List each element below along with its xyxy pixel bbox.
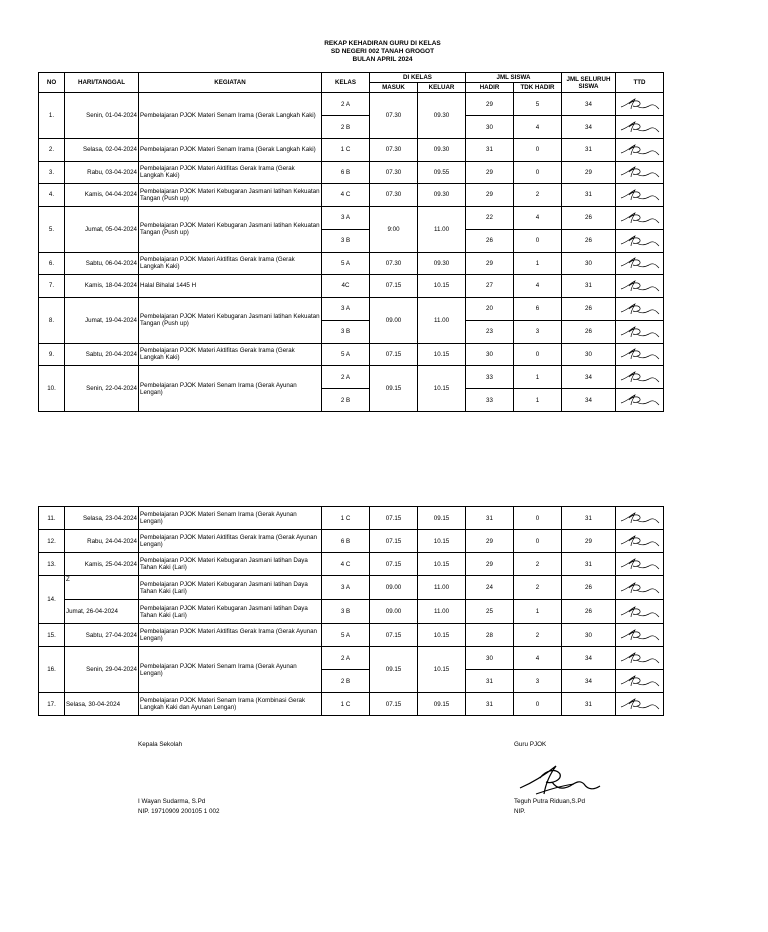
row-total: 29 bbox=[562, 161, 616, 184]
title-line-3: BULAN APRIL 2024 bbox=[352, 56, 413, 63]
signature-icon bbox=[619, 393, 661, 407]
table-row bbox=[39, 252, 664, 275]
row-absent: 3 bbox=[514, 670, 562, 693]
signature-icon bbox=[619, 279, 661, 293]
signature-cell bbox=[616, 275, 664, 298]
table-row bbox=[39, 297, 664, 320]
row-time-out: 10.15 bbox=[418, 366, 466, 412]
row-present: 29 bbox=[466, 93, 514, 116]
row-time-out: 09.30 bbox=[418, 139, 466, 162]
row-number: 7. bbox=[39, 275, 65, 298]
row-activity: Pembelajaran PJOK Materi Senam Irama (Gerak Ayunan Lengan) bbox=[139, 647, 322, 693]
row-number: 11. bbox=[39, 507, 65, 530]
row-date: Selasa, 02-04-2024 bbox=[65, 139, 139, 162]
row-absent: 0 bbox=[514, 139, 562, 162]
row-date: Selasa, 23-04-2024 bbox=[65, 507, 139, 530]
row-time-out: 09.30 bbox=[418, 252, 466, 275]
signature-cell bbox=[616, 624, 664, 647]
row-time-in: 07.30 bbox=[370, 184, 418, 207]
row-total: 34 bbox=[562, 93, 616, 116]
row-time-in: 9:00 bbox=[370, 206, 418, 252]
row-total: 29 bbox=[562, 530, 616, 553]
row-absent: 2 bbox=[514, 624, 562, 647]
row-date: Sabtu, 27-04-2024 bbox=[65, 624, 139, 647]
row-number: 14. bbox=[39, 576, 65, 624]
row-absent: 0 bbox=[514, 507, 562, 530]
row-time-out: 10.15 bbox=[418, 624, 466, 647]
row-activity: Pembelajaran PJOK Materi Senam Irama (Gerak Langkah Kaki) bbox=[139, 139, 322, 162]
row-activity: Pembelajaran PJOK Materi Kebugaran Jasmani latihan Daya Tahan Kaki (Lari) bbox=[139, 576, 322, 600]
row-absent: 2 bbox=[514, 576, 562, 600]
row-class: 4 C bbox=[322, 553, 370, 576]
row-date: Kamis, 04-04-2024 bbox=[65, 184, 139, 207]
signature-icon bbox=[619, 605, 661, 619]
signature-cell bbox=[616, 553, 664, 576]
row-class: 2 B bbox=[322, 389, 370, 412]
row-time-in: 07.30 bbox=[370, 161, 418, 184]
signature-cell bbox=[616, 320, 664, 343]
row-absent: 0 bbox=[514, 693, 562, 716]
footer-left-title: Kepala Sekolah bbox=[138, 741, 183, 748]
row-class: 6 B bbox=[322, 530, 370, 553]
row-activity: Halal Bihalal 1445 H bbox=[139, 275, 322, 298]
row-total: 31 bbox=[562, 184, 616, 207]
row-absent: 0 bbox=[514, 161, 562, 184]
row-number: 5. bbox=[39, 206, 65, 252]
header-keluar: KELUAR bbox=[418, 83, 466, 93]
row-present: 24 bbox=[466, 576, 514, 600]
row-total: 26 bbox=[562, 600, 616, 624]
signature-icon bbox=[619, 234, 661, 248]
row-present: 30 bbox=[466, 116, 514, 139]
header-jml-seluruh: JML SELURUH SISWA bbox=[562, 73, 616, 93]
signature-cell bbox=[616, 161, 664, 184]
row-class: 2 B bbox=[322, 116, 370, 139]
row-date: Jumat, 26-04-2024 bbox=[65, 600, 139, 624]
row-activity: Pembelajaran PJOK Materi Aktifitas Gerak Irama (Gerak Ayunan Lengan) bbox=[139, 530, 322, 553]
row-activity: Pembelajaran PJOK Materi Kebugaran Jasmani latihan Kekuatan Tangan (Push up) bbox=[139, 206, 322, 252]
row-absent: 1 bbox=[514, 389, 562, 412]
table-row bbox=[39, 366, 664, 389]
signature-icon bbox=[619, 581, 661, 595]
signature-icon bbox=[619, 211, 661, 225]
row-present: 28 bbox=[466, 624, 514, 647]
row-present: 22 bbox=[466, 206, 514, 229]
row-class: 2 A bbox=[322, 366, 370, 389]
row-date: Selasa, 30-04-2024 bbox=[65, 693, 139, 716]
attendance-table-1 bbox=[38, 72, 664, 412]
row-absent: 0 bbox=[514, 229, 562, 252]
header-tdk-hadir: TDK HADIR bbox=[514, 83, 562, 93]
signature-cell bbox=[616, 576, 664, 600]
row-number: 16. bbox=[39, 647, 65, 693]
row-time-in: 07.15 bbox=[370, 507, 418, 530]
signature-cell bbox=[616, 693, 664, 716]
row-time-out: 11.00 bbox=[418, 297, 466, 343]
table-row bbox=[39, 576, 664, 600]
row-absent: 4 bbox=[514, 647, 562, 670]
row-absent: 2 bbox=[514, 184, 562, 207]
table-row bbox=[39, 206, 664, 229]
row-date: Sabtu, 20-04-2024 bbox=[65, 343, 139, 366]
row-class: 4 C bbox=[322, 184, 370, 207]
footer-right-title: Guru PJOK bbox=[514, 741, 547, 748]
row-date: Jumat, 19-04-2024 bbox=[65, 297, 139, 343]
row-time-in: 07.15 bbox=[370, 530, 418, 553]
header-di-kelas: DI KELAS bbox=[370, 73, 466, 83]
row-total: 34 bbox=[562, 389, 616, 412]
row-activity: Pembelajaran PJOK Materi Aktifitas Gerak Irama (Gerak Langkah Kaki) bbox=[139, 343, 322, 366]
row-time-in: 09.00 bbox=[370, 297, 418, 343]
row-present: 30 bbox=[466, 647, 514, 670]
row-number: 17. bbox=[39, 693, 65, 716]
row-activity: Pembelajaran PJOK Materi Kebugaran Jasmani latihan Kekuatan Tangan (Push up) bbox=[139, 297, 322, 343]
row-number: 10. bbox=[39, 366, 65, 412]
row-time-in: 09.15 bbox=[370, 366, 418, 412]
table-row bbox=[39, 693, 664, 716]
row-date: Z bbox=[65, 576, 139, 600]
row-time-out: 10.15 bbox=[418, 647, 466, 693]
row-number: 4. bbox=[39, 184, 65, 207]
row-number: 1. bbox=[39, 93, 65, 139]
row-present: 31 bbox=[466, 670, 514, 693]
table-row bbox=[39, 530, 664, 553]
row-time-in: 07.15 bbox=[370, 693, 418, 716]
row-time-in: 07.15 bbox=[370, 343, 418, 366]
table-row bbox=[39, 161, 664, 184]
row-time-out: 11.00 bbox=[418, 576, 466, 600]
signature-icon bbox=[619, 557, 661, 571]
footer-right-name: Teguh Putra Riduan,S.Pd bbox=[514, 798, 586, 805]
row-total: 30 bbox=[562, 343, 616, 366]
row-present: 31 bbox=[466, 507, 514, 530]
row-number: 6. bbox=[39, 252, 65, 275]
table-row bbox=[39, 93, 664, 116]
row-total: 30 bbox=[562, 252, 616, 275]
row-time-out: 10.15 bbox=[418, 343, 466, 366]
row-date: Senin, 01-04-2024 bbox=[65, 93, 139, 139]
signature-cell bbox=[616, 184, 664, 207]
row-class: 2 B bbox=[322, 670, 370, 693]
row-absent: 5 bbox=[514, 93, 562, 116]
row-time-out: 11.00 bbox=[418, 600, 466, 624]
row-class: 4C bbox=[322, 275, 370, 298]
signature-cell bbox=[616, 116, 664, 139]
row-class: 3 B bbox=[322, 600, 370, 624]
table-row bbox=[39, 600, 664, 624]
row-time-in: 09.00 bbox=[370, 600, 418, 624]
row-total: 34 bbox=[562, 670, 616, 693]
table-row bbox=[39, 184, 664, 207]
row-present: 30 bbox=[466, 343, 514, 366]
row-time-in: 07.30 bbox=[370, 252, 418, 275]
row-time-in: 07.30 bbox=[370, 93, 418, 139]
signature-cell bbox=[616, 670, 664, 693]
footer-left-nip: NIP. 19710909 200105 1 002 bbox=[138, 808, 220, 815]
signature-cell bbox=[616, 647, 664, 670]
row-time-out: 09.15 bbox=[418, 693, 466, 716]
signature-icon bbox=[619, 143, 661, 157]
row-date: Sabtu, 06-04-2024 bbox=[65, 252, 139, 275]
row-absent: 1 bbox=[514, 252, 562, 275]
row-activity: Pembelajaran PJOK Materi Senam Irama (Kombinasi Gerak Langkah Kaki dan Ayunan Lengan) bbox=[139, 693, 322, 716]
row-total: 30 bbox=[562, 624, 616, 647]
row-total: 31 bbox=[562, 275, 616, 298]
row-number: 15. bbox=[39, 624, 65, 647]
signature-icon bbox=[619, 302, 661, 316]
header-no: NO bbox=[39, 73, 65, 93]
row-time-out: 10.15 bbox=[418, 275, 466, 298]
footer-left-name: I Wayan Sudarma, S.Pd bbox=[138, 798, 206, 805]
row-absent: 0 bbox=[514, 530, 562, 553]
row-present: 23 bbox=[466, 320, 514, 343]
title-line-1: REKAP KEHADIRAN GURU DI KELAS bbox=[324, 40, 441, 47]
row-total: 26 bbox=[562, 206, 616, 229]
row-activity: Pembelajaran PJOK Materi Aktifitas Gerak Irama (Gerak Langkah Kaki) bbox=[139, 252, 322, 275]
signature-icon bbox=[619, 120, 661, 134]
row-present: 26 bbox=[466, 229, 514, 252]
row-date: Kamis, 18-04-2024 bbox=[65, 275, 139, 298]
row-time-out: 09.15 bbox=[418, 507, 466, 530]
row-total: 26 bbox=[562, 229, 616, 252]
signature-cell bbox=[616, 389, 664, 412]
row-activity: Pembelajaran PJOK Materi Senam Irama (Gerak Ayunan Lengan) bbox=[139, 366, 322, 412]
signature-cell bbox=[616, 530, 664, 553]
row-time-out: 09.30 bbox=[418, 93, 466, 139]
row-class: 2 A bbox=[322, 647, 370, 670]
row-absent: 0 bbox=[514, 343, 562, 366]
row-total: 34 bbox=[562, 366, 616, 389]
row-time-in: 09.00 bbox=[370, 576, 418, 600]
row-class: 6 B bbox=[322, 161, 370, 184]
row-number: 12. bbox=[39, 530, 65, 553]
row-present: 31 bbox=[466, 139, 514, 162]
row-activity: Pembelajaran PJOK Materi Senam Irama (Gerak Langkah Kaki) bbox=[139, 93, 322, 139]
signature-cell bbox=[616, 507, 664, 530]
signature-icon bbox=[619, 674, 661, 688]
row-activity: Pembelajaran PJOK Materi Kebugaran Jasmani latihan Daya Tahan Kaki (Lari) bbox=[139, 600, 322, 624]
row-total: 34 bbox=[562, 116, 616, 139]
header-hadir: HADIR bbox=[466, 83, 514, 93]
signature-cell bbox=[616, 229, 664, 252]
header-kegiatan: KEGIATAN bbox=[139, 73, 322, 93]
row-time-in: 09.15 bbox=[370, 647, 418, 693]
row-class: 1 C bbox=[322, 139, 370, 162]
row-absent: 1 bbox=[514, 366, 562, 389]
row-total: 31 bbox=[562, 139, 616, 162]
row-class: 5 A bbox=[322, 624, 370, 647]
signature-cell bbox=[616, 206, 664, 229]
row-absent: 4 bbox=[514, 206, 562, 229]
signature-icon bbox=[619, 347, 661, 361]
row-time-in: 07.15 bbox=[370, 275, 418, 298]
row-class: 3 A bbox=[322, 206, 370, 229]
row-time-in: 07.15 bbox=[370, 624, 418, 647]
row-present: 31 bbox=[466, 693, 514, 716]
row-absent: 6 bbox=[514, 297, 562, 320]
row-date: Jumat, 05-04-2024 bbox=[65, 206, 139, 252]
row-absent: 4 bbox=[514, 275, 562, 298]
row-date: Rabu, 03-04-2024 bbox=[65, 161, 139, 184]
row-class: 5 A bbox=[322, 343, 370, 366]
signature-icon bbox=[619, 188, 661, 202]
row-absent: 2 bbox=[514, 553, 562, 576]
row-absent: 1 bbox=[514, 600, 562, 624]
table-row bbox=[39, 275, 664, 298]
signature-icon bbox=[619, 97, 661, 111]
signature-cell bbox=[616, 252, 664, 275]
row-total: 34 bbox=[562, 647, 616, 670]
row-number: 8. bbox=[39, 297, 65, 343]
row-present: 33 bbox=[466, 389, 514, 412]
teacher-signature bbox=[516, 760, 602, 800]
document-title bbox=[0, 40, 768, 64]
row-number: 13. bbox=[39, 553, 65, 576]
title-line-2: SD NEGERI 002 TANAH GROGOT bbox=[330, 48, 435, 55]
row-present: 29 bbox=[466, 553, 514, 576]
header-ttd: TTD bbox=[616, 73, 664, 93]
row-present: 25 bbox=[466, 600, 514, 624]
row-present: 29 bbox=[466, 252, 514, 275]
header-masuk: MASUK bbox=[370, 83, 418, 93]
row-class: 1 C bbox=[322, 693, 370, 716]
signature-cell bbox=[616, 297, 664, 320]
signature-cell bbox=[616, 93, 664, 116]
footer-right-nip: NIP. bbox=[514, 808, 526, 815]
row-activity: Pembelajaran PJOK Materi Kebugaran Jasmani latihan Daya Tahan Kaki (Lari) bbox=[139, 553, 322, 576]
signature-icon bbox=[619, 165, 661, 179]
row-time-out: 10.15 bbox=[418, 553, 466, 576]
row-class: 3 A bbox=[322, 576, 370, 600]
row-time-out: 09.55 bbox=[418, 161, 466, 184]
row-total: 31 bbox=[562, 507, 616, 530]
row-date: Rabu, 24-04-2024 bbox=[65, 530, 139, 553]
signature-cell bbox=[616, 600, 664, 624]
row-class: 3 A bbox=[322, 297, 370, 320]
table-row bbox=[39, 624, 664, 647]
row-activity: Pembelajaran PJOK Materi Senam Irama (Gerak Ayunan Lengan) bbox=[139, 507, 322, 530]
row-present: 20 bbox=[466, 297, 514, 320]
row-time-out: 11.00 bbox=[418, 206, 466, 252]
row-date: Senin, 29-04-2024 bbox=[65, 647, 139, 693]
signature-cell bbox=[616, 139, 664, 162]
signature-icon bbox=[619, 651, 661, 665]
signature-icon bbox=[619, 534, 661, 548]
signature-icon bbox=[619, 628, 661, 642]
table-row bbox=[39, 343, 664, 366]
row-class: 3 B bbox=[322, 229, 370, 252]
table-row bbox=[39, 553, 664, 576]
table-row bbox=[39, 139, 664, 162]
row-absent: 4 bbox=[514, 116, 562, 139]
attendance-table-2 bbox=[38, 506, 664, 716]
row-activity: Pembelajaran PJOK Materi Kebugaran Jasmani latihan Kekuatan Tangan (Push up) bbox=[139, 184, 322, 207]
row-present: 29 bbox=[466, 184, 514, 207]
signature-cell bbox=[616, 366, 664, 389]
row-class: 5 A bbox=[322, 252, 370, 275]
row-number: 2. bbox=[39, 139, 65, 162]
row-time-in: 07.30 bbox=[370, 139, 418, 162]
table-row bbox=[39, 647, 664, 670]
header-jml-siswa: JML SISWA bbox=[466, 73, 562, 83]
signature-icon bbox=[619, 697, 661, 711]
row-time-in: 07.15 bbox=[370, 553, 418, 576]
row-activity: Pembelajaran PJOK Materi Aktifitas Gerak Irama (Gerak Langkah Kaki) bbox=[139, 161, 322, 184]
row-date: Kamis, 25-04-2024 bbox=[65, 553, 139, 576]
row-number: 9. bbox=[39, 343, 65, 366]
row-number: 3. bbox=[39, 161, 65, 184]
row-class: 1 C bbox=[322, 507, 370, 530]
header-hari: HARI/TANGGAL bbox=[65, 73, 139, 93]
row-time-out: 10.15 bbox=[418, 530, 466, 553]
signature-icon bbox=[619, 511, 661, 525]
row-present: 29 bbox=[466, 161, 514, 184]
row-total: 31 bbox=[562, 553, 616, 576]
signature-icon bbox=[619, 256, 661, 270]
row-class: 2 A bbox=[322, 93, 370, 116]
row-total: 26 bbox=[562, 576, 616, 600]
row-total: 26 bbox=[562, 320, 616, 343]
row-class: 3 B bbox=[322, 320, 370, 343]
table-row bbox=[39, 507, 664, 530]
row-total: 26 bbox=[562, 297, 616, 320]
row-date: Senin, 22-04-2024 bbox=[65, 366, 139, 412]
row-present: 27 bbox=[466, 275, 514, 298]
row-present: 29 bbox=[466, 530, 514, 553]
row-activity: Pembelajaran PJOK Materi Aktifitas Gerak Irama (Gerak Ayunan Lengan) bbox=[139, 624, 322, 647]
row-time-out: 09.30 bbox=[418, 184, 466, 207]
signature-icon bbox=[619, 370, 661, 384]
signature-cell bbox=[616, 343, 664, 366]
signature-icon bbox=[619, 325, 661, 339]
row-present: 33 bbox=[466, 366, 514, 389]
row-total: 31 bbox=[562, 693, 616, 716]
row-absent: 3 bbox=[514, 320, 562, 343]
header-kelas: KELAS bbox=[322, 73, 370, 93]
